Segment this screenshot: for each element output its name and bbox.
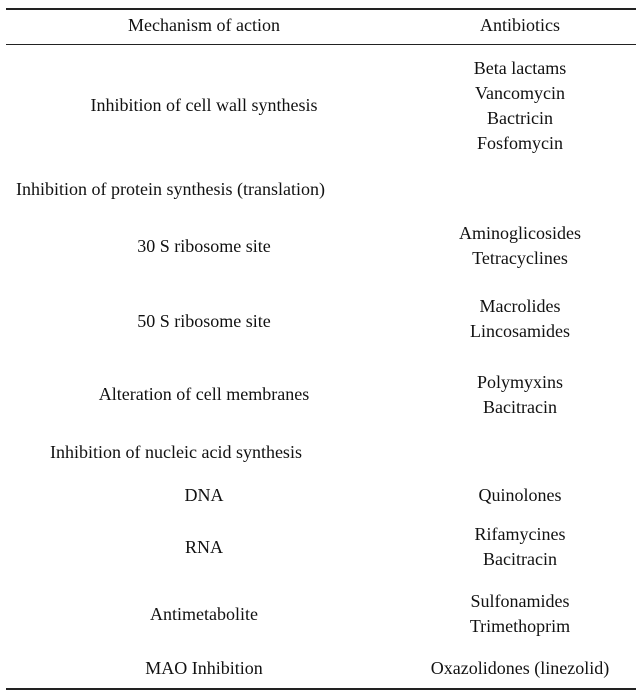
antibiotic-name: Lincosamides [470,321,570,341]
row-mechanism: Antimetabolite [150,604,258,624]
row-mechanism: Alteration of cell membranes [98,384,310,404]
antibiotic-name: Trimethoprim [469,616,571,636]
row-antibiotics [404,370,636,420]
header-antibiotics: Antibiotics [480,15,560,35]
row-mechanism: RNA [184,537,223,557]
row-mechanism-section: Inhibition of nucleic acid synthesis [50,442,302,462]
row-mechanism: 30 S ribosome site [137,236,271,256]
antibiotic-name: Fosfomycin [476,133,563,153]
row-antibiotics [404,656,636,681]
header-mechanism: Mechanism of action [128,15,280,35]
antibiotic-name: Bacitracin [483,397,557,417]
antibiotic-name: Beta lactams [473,58,567,78]
row-mechanism: 50 S ribosome site [137,311,271,331]
antibiotic-name: Bactricin [487,108,553,128]
row-antibiotics [404,294,636,344]
antibiotic-name: Polymyxins [476,372,564,392]
row-mechanism: DNA [184,485,224,505]
antibiotic-name: Bacitracin [483,549,557,569]
antibiotic-name: Tetracyclines [472,248,568,268]
antibiotic-name: Vancomycin [475,83,565,103]
antibiotic-name: Oxazolidones (linezolid) [430,658,610,678]
row-mechanism: Inhibition of cell wall synthesis [90,95,318,115]
row-antibiotics [404,589,636,639]
row-mechanism-section: Inhibition of protein synthesis (translation) [16,179,325,199]
row-antibiotics [404,522,636,572]
row-antibiotics [404,56,636,156]
row-mechanism: MAO Inhibition [145,658,263,678]
table-bottom-rule [6,688,636,690]
row-antibiotics [404,221,636,271]
table-top-rule [6,8,636,10]
row-antibiotics [404,483,636,508]
table-header-rule [6,44,636,45]
antibiotic-name: Sulfonamides [470,591,570,611]
antibiotic-name: Quinolones [478,485,562,505]
antibiotic-name: Rifamycines [474,524,566,544]
antibiotic-name: Aminoglicosides [459,223,581,243]
antibiotic-name: Macrolides [479,296,561,316]
